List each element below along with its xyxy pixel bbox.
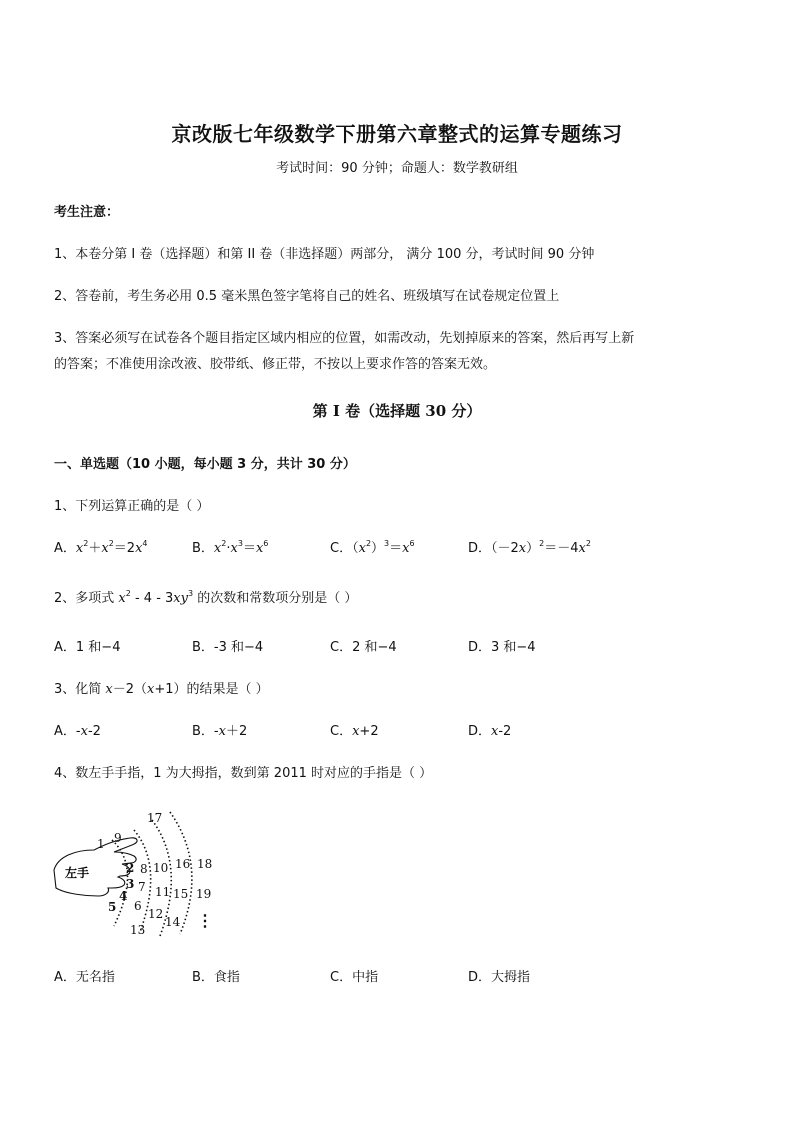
finger-number: 5 [108, 900, 117, 914]
q3-option-c: C．x+2 [330, 724, 379, 739]
finger-number: 3 [126, 877, 135, 891]
ellipsis-dots: ⋮ [197, 911, 213, 930]
finger-number: 15 [173, 887, 189, 901]
finger-number: 8 [140, 862, 148, 876]
q1-option-b: B．$x^2\cdot x^3=x^6$ [192, 539, 269, 556]
section-title: 第 I 卷（选择题 30 分） [312, 402, 482, 420]
finger-number: 11 [155, 885, 171, 899]
q4-option-b: B．食指 [192, 970, 240, 985]
q2-option-a: A．1 和−4 [54, 640, 121, 655]
q4-option-a: A．无名指 [54, 970, 115, 985]
finger-number: 9 [114, 831, 122, 845]
q1-option-a: A．$x^2+x^2=2x^4$ [54, 539, 148, 556]
notice-item-3: 3、答案必须写在试卷各个题目指定区域内相应的位置，如需改动，先划掉原来的答案，然后再写上新 [54, 331, 635, 346]
q2-option-b: B．-3 和−4 [192, 640, 264, 655]
q4-option-c: C．中指 [330, 970, 379, 985]
question-2-stem: 2、多项式 $x^2 - 4 - 3xy^3$ 的次数和常数项分别是（ ） [54, 589, 358, 606]
q3-option-d: D．x-2 [468, 724, 512, 739]
finger-number: 7 [138, 880, 146, 894]
question-4-stem: 4、数左手手指，1 为大拇指，数到第 2011 时对应的手指是（ ） [54, 766, 433, 781]
page-title: 京改版七年级数学下册第六章整式的运算专题练习 [171, 122, 623, 146]
q3-option-a: A．-x-2 [54, 724, 101, 739]
q2-option-d: D．3 和−4 [468, 640, 536, 655]
part-heading: 一、单选题（10 小题，每小题 3 分，共计 30 分） [54, 457, 356, 472]
finger-number: 6 [134, 899, 142, 913]
notice-heading: 考生注意： [54, 205, 120, 220]
q2-option-c: C．2 和−4 [330, 640, 397, 655]
finger-number: 12 [148, 907, 164, 921]
q3-option-b: B．-x＋2 [192, 724, 248, 739]
exam-info: 考试时间：90 分钟；命题人：数学教研组 [276, 161, 518, 176]
q1-option-c: C．$(x^2)^3=x^6$ [330, 539, 415, 556]
notice-item-2: 2、答卷前，考生务必用 0.5 毫米黑色签字笔将自己的姓名、班级填写在试卷规定位置上 [54, 289, 560, 304]
notice-item-3-cont: 的答案；不准使用涂改液、胶带纸、修正带，不按以上要求作答的答案无效。 [54, 357, 497, 372]
finger-number: 2 [126, 861, 135, 875]
q4-option-d: D．大拇指 [468, 970, 531, 985]
finger-number: 17 [147, 811, 163, 825]
question-3-stem: 3、化简 x－2（x+1）的结果是（ ） [54, 682, 269, 697]
question-1-stem: 1、下列运算正确的是（ ） [54, 499, 210, 514]
left-hand-counting-figure [52, 808, 222, 943]
finger-number: 14 [165, 915, 181, 929]
hand-label: 左手 [65, 866, 90, 880]
notice-item-1: 1、本卷分第 I 卷（选择题）和第 II 卷（非选择题）两部分， 满分 100 分，考试时间 90 分钟 [54, 247, 595, 262]
finger-number: 13 [130, 923, 146, 937]
finger-number: 1 [97, 837, 105, 851]
q1-option-d: D．$(-2x)^2=-4x^2$ [468, 539, 591, 556]
finger-number: 16 [175, 857, 191, 871]
finger-number: 4 [119, 889, 128, 903]
finger-number: 19 [196, 887, 212, 901]
finger-number: 10 [153, 861, 169, 875]
finger-number: 18 [197, 857, 213, 871]
